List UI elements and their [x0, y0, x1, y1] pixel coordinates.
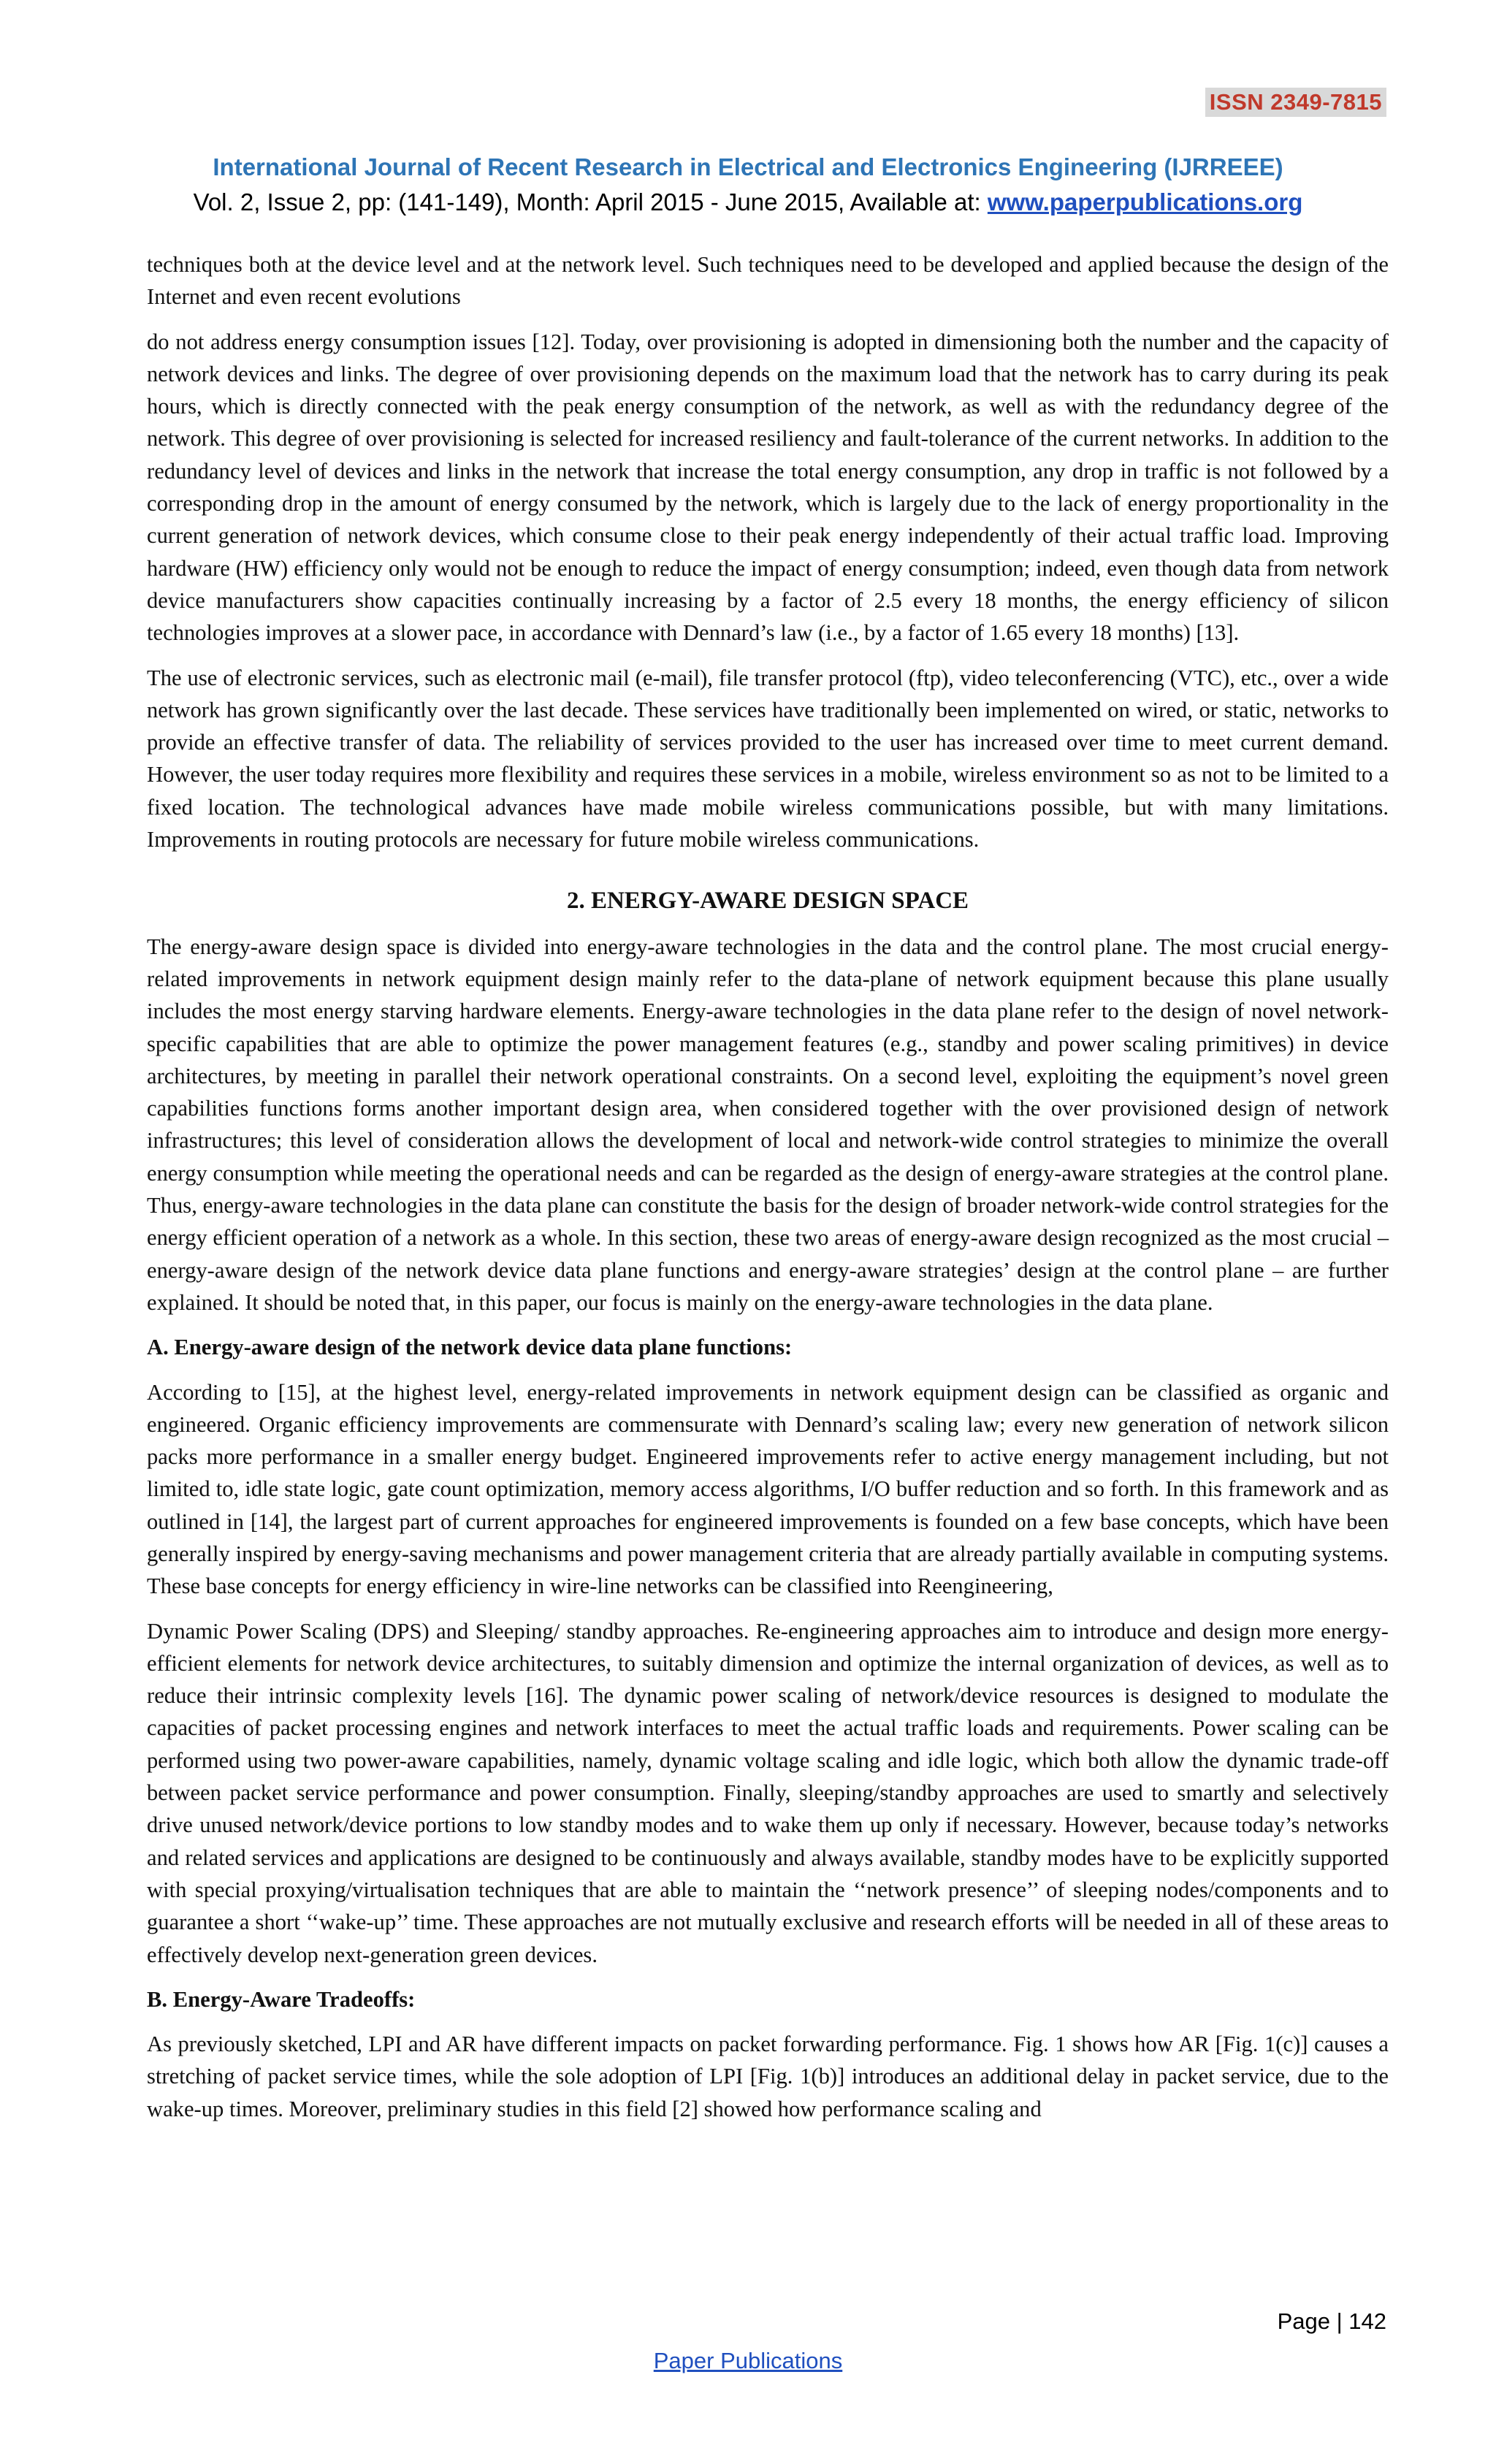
paragraph: The energy-aware design space is divided into energy-aware technologies in the data and the control plane. The most crucial energy-related improvements in network equipment design mainly refer to the data-plane of network equipment because this plane usually includes the most energy starving hardware elements. Energy-aware technologies in the data plane refer to the design of novel network-specific capabilities that are able to optimize the power management features (e.g., standby and power scaling primitives) in device architectures, by meeting in parallel their network operational constraints. On a second level, exploiting the equipment’s novel green capabilities functions forms another important design area, when considered together with the over provisioned design of network infrastructures; this level of consideration allows the development of local and network-wide control strategies to minimize the overall energy consumption while meeting the operational needs and can be regarded as the design of energy-aware strategies at the control plane. Thus, energy-aware technologies in the data plane can constitute the basis for the design of broader network-wide control strategies for the energy efficient operation of a network as a whole. In this section, these two areas of energy-aware design recognized as the most crucial – energy-aware design of the network device data plane functions and energy-aware strategies’ design at the control plane – are further explained. It should be noted that, in this paper, our focus is mainly on the energy-aware technologies in the data plane.	[147, 934, 1389, 1315]
paragraph: do not address energy consumption issues [12]. Today, over provisioning is adopted in dimensioning both the number and the capacity of network devices and links. The degree of over provisioning depends on the maximum load that the network has to carry during its peak hours, which is directly connected with the peak energy consumption of the network, as well as with the redundancy degree of the network. This degree of over provisioning is selected for increased resiliency and fault-tolerance of the current networks. In addition to the redundancy level of devices and links in the network that increase the total energy consumption, any drop in traffic is not followed by a corresponding drop in the amount of energy consumed by the network, which is largely due to the lack of energy proportionality in the current generation of network devices, which consume close to their peak energy independently of their actual traffic load. Improving hardware (HW) efficiency only would not be enough to reduce the impact of energy consumption; indeed, even though data from network device manufacturers show capacities continually increasing by a factor of 2.5 every 18 months, the energy efficiency of silicon technologies improves at a slower pace, in accordance with Dennard’s law (i.e., by a factor of 1.65 every 18 months) [13].	[147, 329, 1389, 646]
subsection-heading-b: B. Energy-Aware Tradeoffs:	[147, 1986, 416, 2012]
page-number: Page | 142	[1277, 2308, 1386, 2334]
subsection-heading-a: A. Energy-aware design of the network device data plane functions:	[147, 1335, 793, 1360]
footer	[0, 2348, 1496, 2374]
paragraph: As previously sketched, LPI and AR have different impacts on packet forwarding performance. Fig. 1 shows how AR [Fig. 1(c)] causes a stretching of packet service times, while the sole adoption of LPI [Fig. 1(b)] introduces an additional delay in packet service, due to the wake-up times. Moreover, preliminary studies in this field [2] showed how performance scaling and	[147, 2032, 1389, 2121]
article-body	[147, 248, 1389, 2137]
journal-title: International Journal of Recent Research in Electrical and Electronics Engineering (IJRREEE)	[213, 153, 1283, 180]
publisher-link[interactable]: Paper Publications	[653, 2348, 843, 2373]
website-link[interactable]: www.paperpublications.org	[987, 188, 1303, 215]
paragraph: techniques both at the device level and at the network level. Such techniques need to be developed and applied because the design of the Internet and even recent evolutions	[147, 252, 1389, 310]
issn-badge: ISSN 2349-7815	[1205, 88, 1386, 117]
volume-text: Vol. 2, Issue 2, pp: (141-149), Month: April 2015 - June 2015, Available at:	[193, 188, 988, 215]
paragraph: According to [15], at the highest level, energy-related improvements in network equipment design can be classified as organic and engineered. Organic efficiency improvements are commensurate with Dennard’s scaling law; every new generation of network silicon packs more performance in a smaller energy budget. Engineered improvements refer to active energy management including, but not limited to, idle state logic, gate count optimization, memory access algorithms, I/O buffer reduction and so forth. In this framework and as outlined in [14], the largest part of current approaches for engineered improvements is founded on a few base concepts, which have been generally inspired by energy-saving mechanisms and power management criteria that are already partially available in computing systems. These base concepts for energy efficiency in wire-line networks can be classified into Reengineering,	[147, 1379, 1389, 1599]
section-heading-2: 2. ENERGY-AWARE DESIGN SPACE	[566, 888, 969, 915]
volume-line	[0, 188, 1496, 216]
paragraph: The use of electronic services, such as electronic mail (e-mail), file transfer protocol (ftp), video teleconferencing (VTC), etc., over a wide network has grown significantly over the last decade. These services have traditionally been implemented on wired, or static, networks to provide an effective transfer of data. The reliability of services provided to the user has increased over time to meet current demand. However, the user today requires more flexibility and requires these services in a mobile, wireless environment so as not to be limited to a fixed location. The technological advances have made mobile wireless communications possible, but with many limitations. Improvements in routing protocols are necessary for future mobile wireless communications.	[147, 665, 1389, 853]
paragraph: Dynamic Power Scaling (DPS) and Sleeping/ standby approaches. Re-engineering approaches aim to introduce and design more energy-efficient elements for network device architectures, to suitably dimension and optimize the internal organization of devices, as well as to reduce their intrinsic complexity levels [16]. The dynamic power scaling of network/device resources is designed to modulate the capacities of packet processing engines and network interfaces to meet the actual traffic loads and requirements. Power scaling can be performed using two power-aware capabilities, namely, dynamic voltage scaling and idle logic, which both allow the dynamic trade-off between packet service performance and power consumption. Finally, sleeping/standby approaches are used to smartly and selectively drive unused network/device portions to low standby modes and to wake them up only if necessary. However, because today’s networks and related services and applications are designed to be continuously and always available, standby modes have to be explicitly supported with special proxying/virtualisation techniques that are able to maintain the ‘‘network presence’’ of sleeping nodes/components and to guarantee a short ‘‘wake-up’’ time. These approaches are not mutually exclusive and research efforts will be needed in all of these areas to effectively develop next-generation green devices.	[147, 1618, 1389, 1967]
